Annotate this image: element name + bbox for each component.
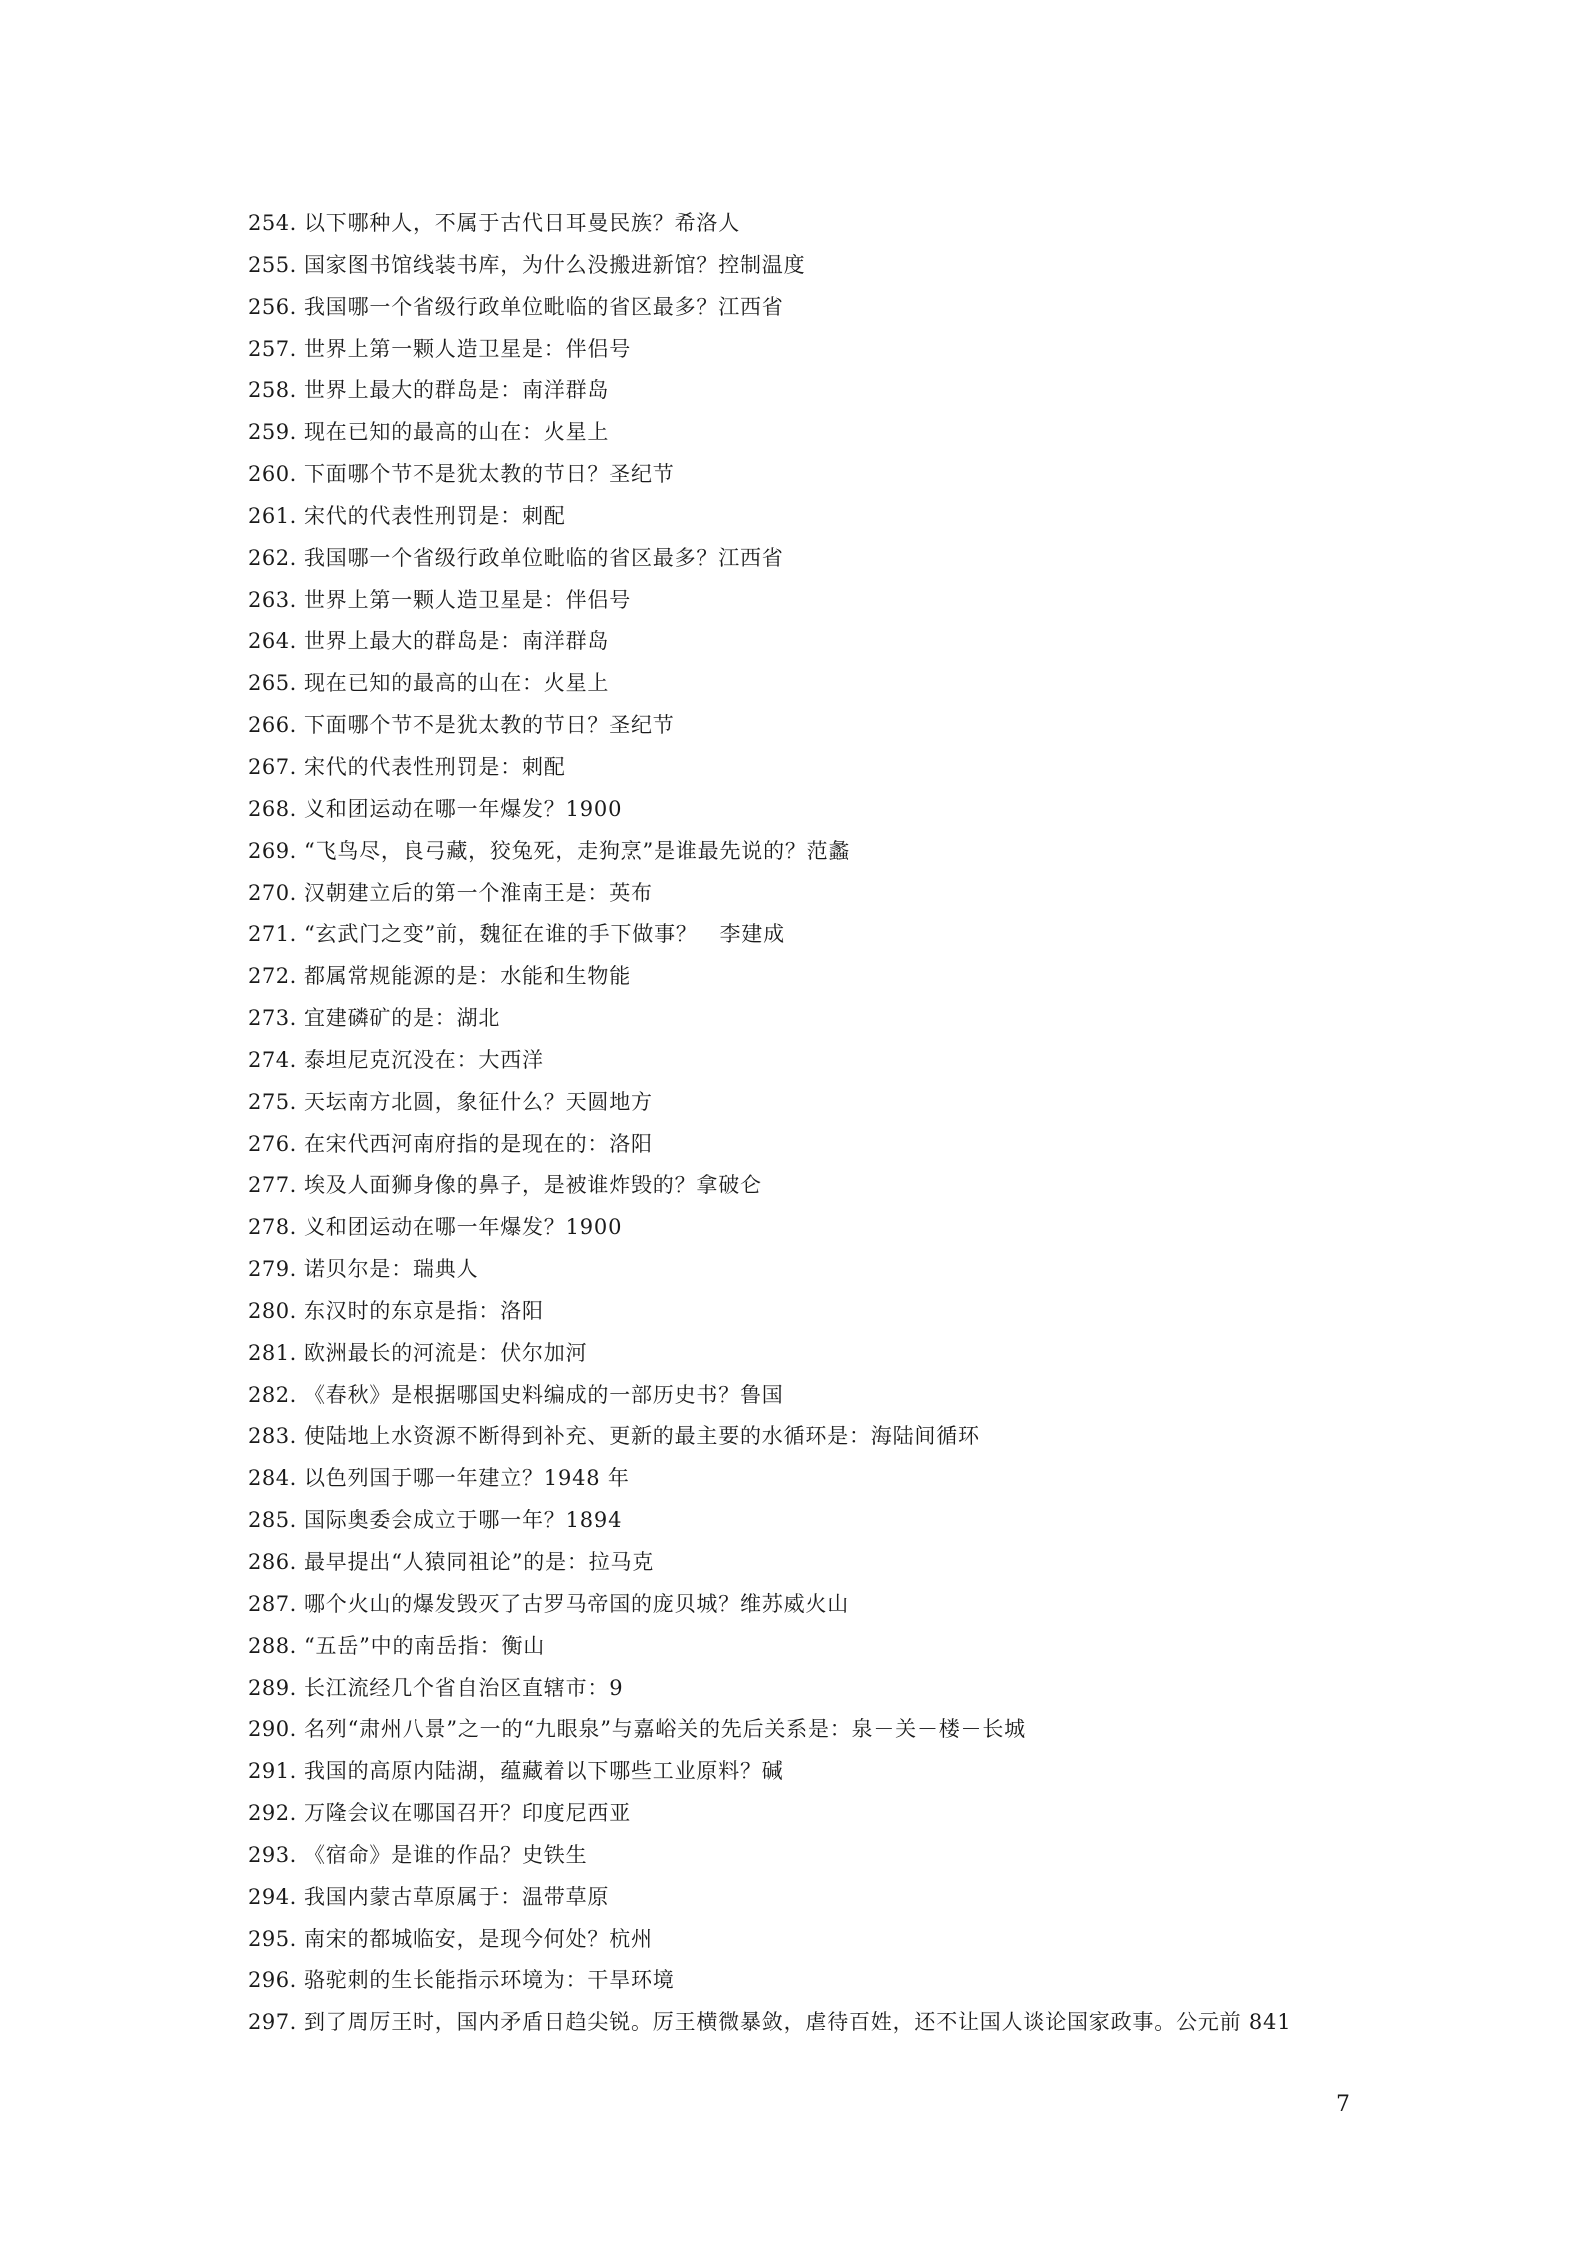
item-text: 宋代的代表性刑罚是：刺配	[304, 503, 566, 528]
item-number: 278.	[248, 1215, 297, 1240]
item-number: 264.	[248, 629, 297, 654]
list-item	[248, 1165, 1428, 1207]
item-text: 都属常规能源的是：水能和生物能	[304, 964, 631, 989]
list-item	[248, 1124, 1428, 1166]
item-number: 283.	[248, 1424, 297, 1449]
item-text: 东汉时的东京是指：洛阳	[304, 1298, 544, 1323]
item-text: “玄武门之变”前，魏征在谁的手下做事？ 李建成	[304, 922, 785, 947]
item-number: 261.	[248, 503, 297, 528]
item-text: 以色列国于哪一年建立？1948 年	[304, 1466, 630, 1491]
item-number: 293.	[248, 1842, 297, 1867]
item-number: 296.	[248, 1968, 297, 1993]
list-item	[248, 1207, 1428, 1249]
item-number: 273.	[248, 1006, 297, 1031]
list-item	[248, 1835, 1428, 1877]
item-text: 南宋的都城临安，是现今何处？杭州	[304, 1926, 653, 1951]
item-text: 到了周厉王时，国内矛盾日趋尖锐。厉王横微暴敛，虐待百姓，还不让国人谈论国家政事。公元前 841	[304, 2010, 1292, 2035]
item-text: 万隆会议在哪国召开？印度尼西亚	[304, 1801, 631, 1826]
item-number: 280.	[248, 1298, 297, 1323]
item-text: 下面哪个节不是犹太教的节日？圣纪节	[304, 713, 675, 738]
list-item	[248, 1542, 1428, 1584]
item-text: 最早提出“人猿同祖论”的是：拉马克	[304, 1550, 655, 1574]
list-item	[248, 1584, 1428, 1626]
list-item	[248, 2002, 1428, 2044]
item-text: “五岳”中的南岳指：衡山	[304, 1633, 546, 1658]
item-number: 263.	[248, 587, 297, 612]
item-text: 诺贝尔是：瑞典人	[304, 1257, 479, 1282]
item-number: 258.	[248, 378, 297, 403]
list-item	[248, 1375, 1428, 1417]
item-number: 286.	[248, 1550, 297, 1574]
item-number: 266.	[248, 713, 297, 738]
item-text: 宜建磷矿的是：湖北	[304, 1006, 501, 1031]
list-item	[248, 1416, 1428, 1458]
item-number: 287.	[248, 1591, 297, 1616]
item-number: 262.	[248, 545, 297, 570]
list-item	[248, 1291, 1428, 1333]
list-item	[248, 831, 1428, 873]
list-item	[248, 747, 1428, 789]
list-item	[248, 329, 1428, 371]
item-number: 288.	[248, 1633, 297, 1658]
list-item	[248, 663, 1428, 705]
item-text: 我国内蒙古草原属于：温带草原	[304, 1884, 610, 1909]
item-number: 277.	[248, 1173, 297, 1198]
item-text: 国家图书馆线装书库，为什么没搬进新馆？控制温度	[304, 252, 806, 277]
list-item	[248, 1668, 1428, 1710]
list-item	[248, 370, 1428, 412]
item-text: 我国的高原内陆湖，蕴藏着以下哪些工业原料？碱	[304, 1759, 784, 1784]
list-item	[248, 621, 1428, 663]
list-item	[248, 873, 1428, 915]
list-item	[248, 454, 1428, 496]
item-number: 268.	[248, 796, 297, 821]
item-number: 255.	[248, 252, 297, 277]
item-text: 以下哪种人，不属于古代日耳曼民族？希洛人	[304, 211, 740, 235]
list-item	[248, 287, 1428, 329]
list-item	[248, 1333, 1428, 1375]
item-number: 254.	[248, 211, 297, 235]
item-number: 291.	[248, 1759, 297, 1784]
item-text: 现在已知的最高的山在：火星上	[304, 671, 610, 696]
list-item	[248, 1919, 1428, 1961]
list-item	[248, 1458, 1428, 1500]
item-text: 天坛南方北圆，象征什么？天圆地方	[304, 1089, 653, 1114]
item-number: 276.	[248, 1131, 297, 1156]
item-text: 我国哪一个省级行政单位毗临的省区最多？江西省	[304, 545, 784, 570]
item-text: 国际奥委会成立于哪一年？1894	[304, 1508, 623, 1533]
item-text: 埃及人面狮身像的鼻子，是被谁炸毁的？拿破仑	[304, 1173, 762, 1198]
item-number: 269.	[248, 838, 297, 863]
item-number: 270.	[248, 880, 297, 905]
list-item	[248, 245, 1428, 287]
list-item	[248, 956, 1428, 998]
list-item	[248, 496, 1428, 538]
item-number: 292.	[248, 1801, 297, 1826]
item-text: 我国哪一个省级行政单位毗临的省区最多？江西省	[304, 294, 784, 319]
item-text: 泰坦尼克沉没在：大西洋	[304, 1047, 544, 1072]
item-number: 284.	[248, 1466, 297, 1491]
item-text: 下面哪个节不是犹太教的节日？圣纪节	[304, 462, 675, 487]
list-item	[248, 1500, 1428, 1542]
item-number: 297.	[248, 2010, 297, 2035]
item-text: 名列“肃州八景”之一的“九眼泉”与嘉峪关的先后关系是：泉－关－楼－长城	[304, 1717, 1026, 1742]
list-item	[248, 1082, 1428, 1124]
list-item	[248, 1877, 1428, 1919]
item-text: 现在已知的最高的山在：火星上	[304, 420, 610, 445]
item-number: 274.	[248, 1047, 297, 1072]
item-number: 272.	[248, 964, 297, 989]
item-text: 世界上第一颗人造卫星是：伴侣号	[304, 336, 631, 361]
list-item	[248, 580, 1428, 622]
item-number: 265.	[248, 671, 297, 696]
list-item	[248, 1793, 1428, 1835]
item-number: 282.	[248, 1382, 297, 1407]
item-text: “飞鸟尽，良弓藏，狡兔死，走狗烹”是谁最先说的？范蠡	[304, 838, 851, 863]
list-item	[248, 1960, 1428, 2002]
item-number: 289.	[248, 1675, 297, 1700]
list-item	[248, 203, 1428, 245]
item-text: 长江流经几个省自治区直辖市：9	[304, 1675, 624, 1700]
page-number: 7	[1336, 2092, 1350, 2117]
question-list	[248, 203, 1428, 2044]
list-item	[248, 1040, 1428, 1082]
list-item	[248, 705, 1428, 747]
item-text: 义和团运动在哪一年爆发？1900	[304, 1215, 623, 1240]
item-number: 256.	[248, 294, 297, 319]
list-item	[248, 789, 1428, 831]
item-number: 267.	[248, 754, 297, 779]
item-text: 义和团运动在哪一年爆发？1900	[304, 796, 623, 821]
item-number: 257.	[248, 336, 297, 361]
list-item	[248, 538, 1428, 580]
list-item	[248, 412, 1428, 454]
item-number: 271.	[248, 922, 297, 947]
item-text: 在宋代西河南府指的是现在的：洛阳	[304, 1131, 653, 1156]
item-number: 285.	[248, 1508, 297, 1533]
item-text: 世界上第一颗人造卫星是：伴侣号	[304, 587, 631, 612]
item-number: 260.	[248, 462, 297, 487]
item-text: 使陆地上水资源不断得到补充、更新的最主要的水循环是：海陆间循环	[304, 1424, 980, 1449]
list-item	[248, 1751, 1428, 1793]
item-number: 275.	[248, 1089, 297, 1114]
item-text: 《宿命》是谁的作品？史铁生	[304, 1842, 588, 1867]
item-text: 欧洲最长的河流是：伏尔加河	[304, 1340, 588, 1365]
item-text: 哪个火山的爆发毁灭了古罗马帝国的庞贝城？维苏威火山	[304, 1591, 849, 1616]
list-item	[248, 1249, 1428, 1291]
item-text: 世界上最大的群岛是：南洋群岛	[304, 629, 610, 654]
item-number: 290.	[248, 1717, 297, 1742]
item-number: 294.	[248, 1884, 297, 1909]
list-item	[248, 1709, 1428, 1751]
item-text: 骆驼刺的生长能指示环境为：干旱环境	[304, 1968, 675, 1993]
item-text: 《春秋》是根据哪国史料编成的一部历史书？鲁国	[304, 1382, 784, 1407]
item-text: 汉朝建立后的第一个淮南王是：英布	[304, 880, 653, 905]
list-item	[248, 998, 1428, 1040]
item-text: 世界上最大的群岛是：南洋群岛	[304, 378, 610, 403]
item-number: 295.	[248, 1926, 297, 1951]
item-number: 259.	[248, 420, 297, 445]
list-item	[248, 914, 1428, 956]
item-number: 279.	[248, 1257, 297, 1282]
item-number: 281.	[248, 1340, 297, 1365]
list-item	[248, 1626, 1428, 1668]
item-text: 宋代的代表性刑罚是：刺配	[304, 754, 566, 779]
